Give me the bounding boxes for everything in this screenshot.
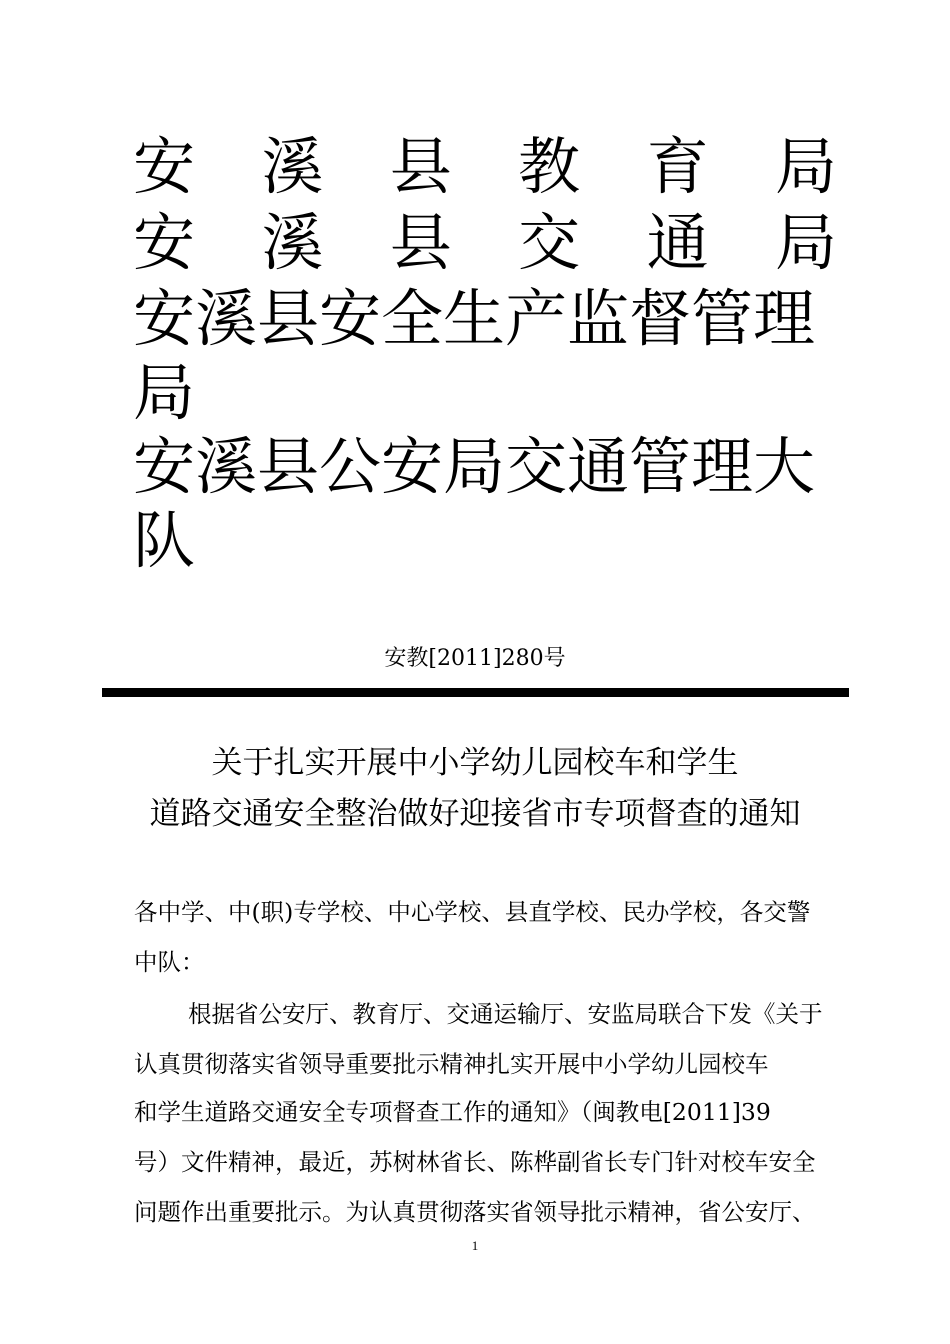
body-line: 问题作出重要批示。为认真贯彻落实省领导批示精神，省公安厅、 bbox=[134, 1198, 816, 1226]
notice-title-line-2: 道路交通安全整治做好迎接省市专项督查的通知 bbox=[149, 796, 801, 832]
issuer-safety-bureau: 安溪县安全生产监督管理局 bbox=[133, 282, 816, 429]
issuer-transport-bureau: 安 溪 县 交 通 局 bbox=[133, 206, 837, 279]
issuing-agencies bbox=[133, 130, 837, 578]
document-number: 安教[2011]280号 bbox=[384, 646, 566, 671]
body-line: 各中学、中(职)专学校、中心学校、县直学校、民办学校，各交警 bbox=[134, 898, 811, 926]
issuer-traffic-police: 安溪县公安局交通管理大队 bbox=[133, 430, 816, 577]
header-divider bbox=[102, 688, 849, 697]
page-number: 1 bbox=[471, 1238, 479, 1253]
body-line: 中队： bbox=[134, 948, 205, 976]
body-line: 和学生道路交通安全专项督查工作的通知》（闽教电[2011]39 bbox=[134, 1098, 771, 1126]
body-line: 号）文件精神，最近，苏树林省长、陈桦副省长专门针对校车安全 bbox=[134, 1148, 816, 1176]
body-line: 根据省公安厅、教育厅、交通运输厅、安监局联合下发《关于 bbox=[188, 1000, 823, 1028]
issuer-education-bureau: 安 溪 县 教 育 局 bbox=[133, 130, 837, 203]
body-line: 认真贯彻落实省领导重要批示精神扎实开展中小学幼儿园校车 bbox=[134, 1050, 769, 1078]
notice-title-line-1: 关于扎实开展中小学幼儿园校车和学生 bbox=[211, 745, 739, 781]
